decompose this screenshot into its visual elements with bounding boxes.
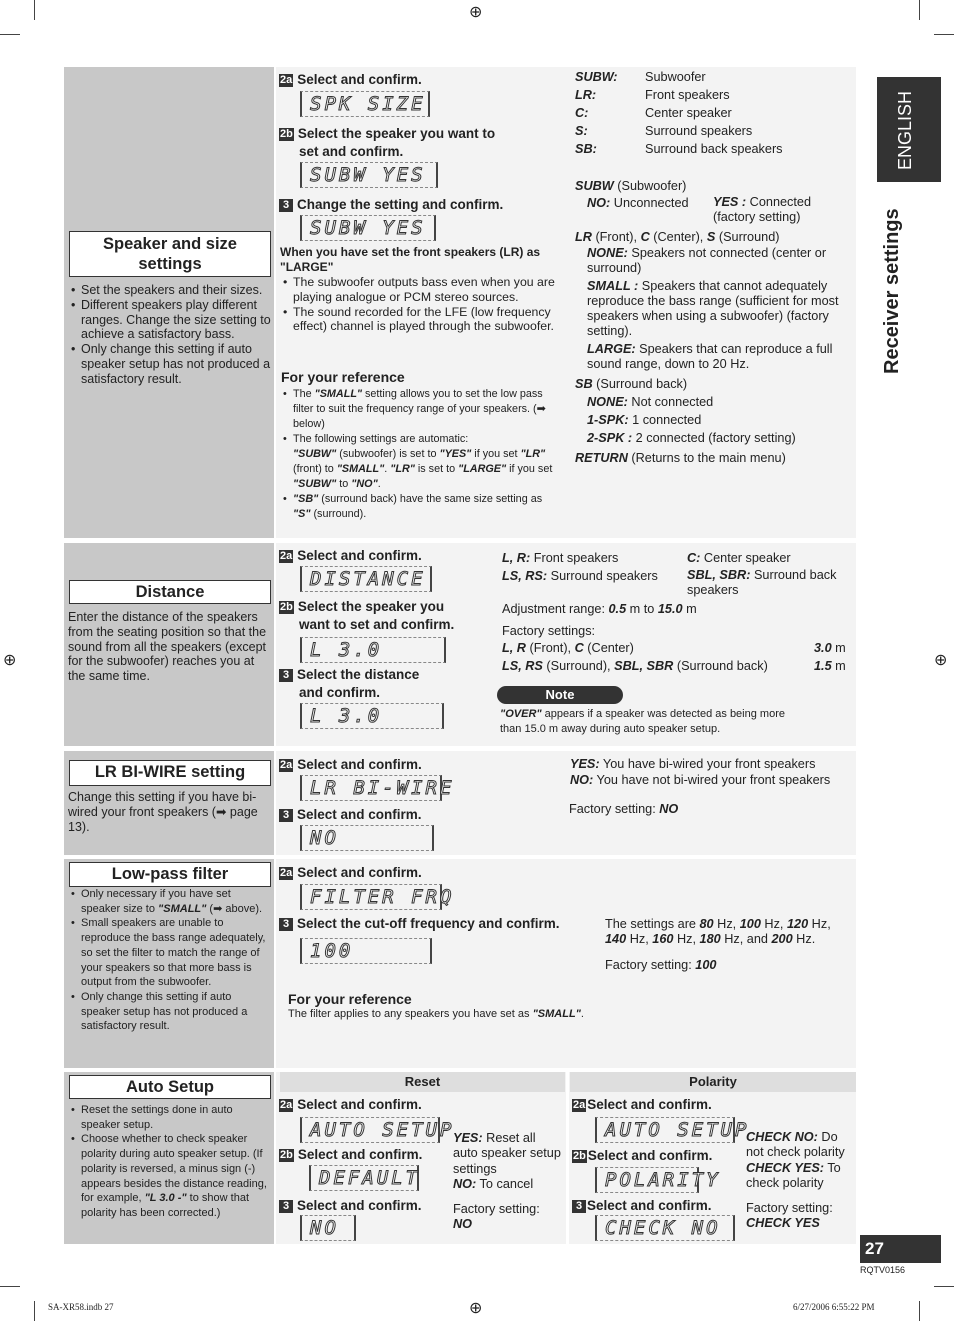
list-item: • Only change this setting if auto speaker setup has not produced a satisfactory result. [68,990,272,1034]
step-number: 2a [280,74,293,86]
lcd-display: SUBW YES [300,162,438,188]
step [279,71,422,89]
list-item: • Small speakers are unable to reproduce the bass range adequately, so set the filter to match the range of your speakers so that more bass is output from the subwoofer. [68,916,272,990]
distance-content [276,543,856,746]
list-item: • Only change this setting if auto speaker setup has not produced a satisfactory result. [68,342,272,386]
biwire-content [276,751,856,855]
crop-mark [34,1301,35,1321]
section-description: Change this setting if you have bi-wired your front speakers (➡ page 13). [68,790,258,834]
lcd-display: NO [300,825,434,851]
bullet-list [68,1103,272,1221]
step [279,125,569,160]
step-number: 3 [279,199,293,212]
legend-row: S: Surround speakers [575,124,753,138]
reference-heading: For your reference [288,991,412,1007]
list-item: • Set the speakers and their sizes. [68,283,272,298]
list-item: • The "SMALL" setting allows you to set the low pass filter to suit the frequency range of your speakers. (➡ below) [280,387,558,432]
list-item: • Only necessary if you have set speaker size to "SMALL" (➡ above). [68,887,272,916]
step: 3 Select and confirm. [279,1197,422,1215]
section-heading: LR BI-WIRE setting [69,760,271,786]
step: 3 Select the distance and confirm. [279,666,419,701]
list-item: • The subwoofer outputs bass even when you are playing analogue or PCM stereo sources. [280,275,556,305]
settings-description: SUBW (Subwoofer) NO: Unconnected YES : Connected (factory setting) LR (Front), C (Center), S (Surround) NONE: Speakers not connected (center or surround) SMALL : Speakers that cannot adequately reproduce the bass range (sufficient for most speakers when using a subwoofer) (factory setting). LARGE: Speakers that can reproduce a full sound range, down to 20 Hz. SB (Surround back) NONE: Not connected 1-SPK: 1 connected 2-SPK : 2 connected (factory setting) RETURN (Returns to the main menu) [575,179,839,465]
factory-value: 1.5 m [814,659,846,673]
speaker-label: L, R: Front speakers [502,551,619,565]
lcd-display: POLARITY [595,1167,699,1193]
legend-row: C: Center speaker [575,106,732,120]
step: 2b Select and confirm. [280,1147,423,1162]
lcd-display: DISTANCE [300,566,432,592]
step-number: 2b [280,128,293,140]
step: 2a Select and confirm. [280,548,422,563]
step: 2a Select and confirm. [573,1097,712,1112]
step: 3 Select and confirm. [572,1197,712,1215]
distance-sidebar [64,543,274,746]
abbreviation-legend [575,68,855,158]
lcd-display: 100 [300,938,432,964]
section-heading: Distance [69,580,271,604]
lowpass-sidebar [64,859,274,1068]
lowpass-content [276,859,856,1068]
legend-row: SB: Surround back speakers [575,142,783,156]
option-no: NO: You have not bi-wired your front speakers [570,773,831,787]
adjustment-range: Adjustment range: 0.5 m to 15.0 m [502,602,697,616]
step: 2b Select the speaker you want to set and confirm. [280,599,455,632]
lcd-display: L 3.0 [300,703,444,729]
auto-setup-sidebar [64,1072,274,1244]
step-text: Select and confirm. [297,72,422,87]
lcd-display: NO [300,1215,356,1241]
crop-mark [919,0,920,20]
note-text: "OVER" appears if a speaker was detected as being more than 15.0 m away during auto speaker setup. [500,708,785,735]
biwire-sidebar [64,751,274,855]
factory-setting: Factory setting: CHECK YES [746,1201,833,1231]
lcd-display: AUTO SETUP [300,1117,440,1143]
speaker-label: SBL, SBR: Surround back speakers [687,568,837,597]
list-item: • The sound recorded for the LFE (low frequency effect) channel is played through the subwoofer. [280,305,556,335]
lcd-display: SUBW YES [300,215,436,241]
bullet-list [68,887,272,1034]
lcd-display: CHECK NO [595,1215,735,1241]
lcd-display: FILTER FRQ [300,884,442,910]
registration-mark-icon: ⊕ [469,1300,483,1317]
footer-date: 6/27/2006 6:55:22 PM [793,1302,875,1312]
crop-mark [934,34,954,35]
legend-row: SUBW: Subwoofer [575,70,706,84]
list-item: • Choose whether to check speaker polarity during auto speaker setup. (If polarity is reversed, a minus sign (-) appears besides the distance reading, for example, "L 3.0 -" to show that polarity has been corrected.) [68,1132,272,1220]
factory-setting: Factory setting: NO [453,1202,540,1232]
factory-row: L, R (Front), C (Center) [502,641,634,655]
factory-value: 3.0 m [814,641,846,655]
step: 2b Select and confirm. [573,1148,713,1163]
factory-heading: Factory settings: [502,624,596,638]
registration-mark-icon: ⊕ [934,652,948,669]
step [279,196,503,214]
bullet-list [280,275,556,334]
reset-options: YES: Reset all auto speaker setup settings NO: To cancel [453,1131,561,1191]
section-title: Receiver settings [881,208,903,374]
step: 2a Select and confirm. [280,757,422,772]
footer-file: SA-XR58.indb 27 [48,1302,114,1312]
polarity-options: CHECK NO: Do not check polarity CHECK YES: To check polarity [746,1130,845,1190]
page-number: 27 [860,1235,941,1263]
crop-mark [934,1286,954,1287]
document-code: RQTV0156 [860,1265,906,1275]
lcd-display: SPK SIZE [300,91,430,117]
panel-header: Reset [280,1072,565,1092]
list-item: • Different speakers play different ranges. Change the size setting to achieve a satisfactory bass. [68,298,272,342]
crop-mark [34,0,35,20]
speaker-label: LS, RS: Surround speakers [502,569,658,583]
step: 3 Select and confirm. [279,806,422,824]
list-item: • The following settings are automatic: "SUBW" (subwoofer) is set to "YES" if you set "LR" (front) to "SMALL". "LR" is set to "LARGE" if you set "SUBW" to "NO". [280,432,558,492]
reference-heading: For your reference [281,369,405,385]
section-heading: Speaker and size settings [69,231,271,277]
speaker-size-sidebar [64,67,274,538]
reset-panel [276,1072,566,1244]
note-badge: Note [497,686,623,704]
option-yes: YES: You have bi-wired your front speakers [570,757,816,771]
language-tab [877,77,941,182]
panel-header: Polarity [570,1072,856,1092]
step: 2a Select and confirm. [280,1097,422,1112]
lcd-display: LR BI-WIRE [300,775,442,801]
reference-text: The filter applies to any speakers you have set as "SMALL". [288,1008,584,1020]
crop-mark [0,34,20,35]
section-description: Enter the distance of the speakers from the seating position so that the sound from all the speakers (except for the subwoofer) reaches you at the same time. [68,610,267,684]
frequency-options: The settings are 80 Hz, 100 Hz, 120 Hz, 140 Hz, 160 Hz, 180 Hz, and 200 Hz. [605,917,831,946]
step: 2a Select and confirm. [280,865,422,880]
list-item: • "SB" (surround back) have the same size setting as "S" (surround). [280,492,558,522]
factory-row: LS, RS (Surround), SBL, SBR (Surround back) [502,659,768,673]
registration-mark-icon: ⊕ [3,652,17,669]
polarity-panel [569,1072,856,1244]
bullet-list [68,283,272,387]
speaker-size-content [276,67,856,538]
crop-mark [919,1301,920,1321]
language-label: ENGLISH [895,90,915,170]
step-text: Change the setting and confirm. [297,197,504,212]
lcd-display: L 3.0 [300,637,446,663]
list-item: • Reset the settings done in auto speaker setup. [68,1103,272,1132]
step: 3 Select the cut-off frequency and confirm. [279,915,560,933]
step-text: Select the speaker you want to [297,126,496,141]
registration-mark-icon: ⊕ [469,4,483,21]
crop-mark [0,1286,20,1287]
reference-list [280,387,558,522]
subheading: When you have set the front speakers (LR) as "LARGE" [280,245,541,274]
lcd-display: AUTO SETUP [595,1117,735,1143]
factory-setting: Factory setting: 100 [605,958,717,972]
section-heading: Auto Setup [69,1075,271,1099]
section-heading: Low-pass filter [69,862,271,887]
speaker-label: C: Center speaker [687,551,791,565]
lcd-display: DEFAULT [309,1165,419,1191]
legend-row: LR: Front speakers [575,88,730,102]
step-text: set and confirm. [299,143,404,159]
factory-setting: Factory setting: NO [569,802,679,816]
